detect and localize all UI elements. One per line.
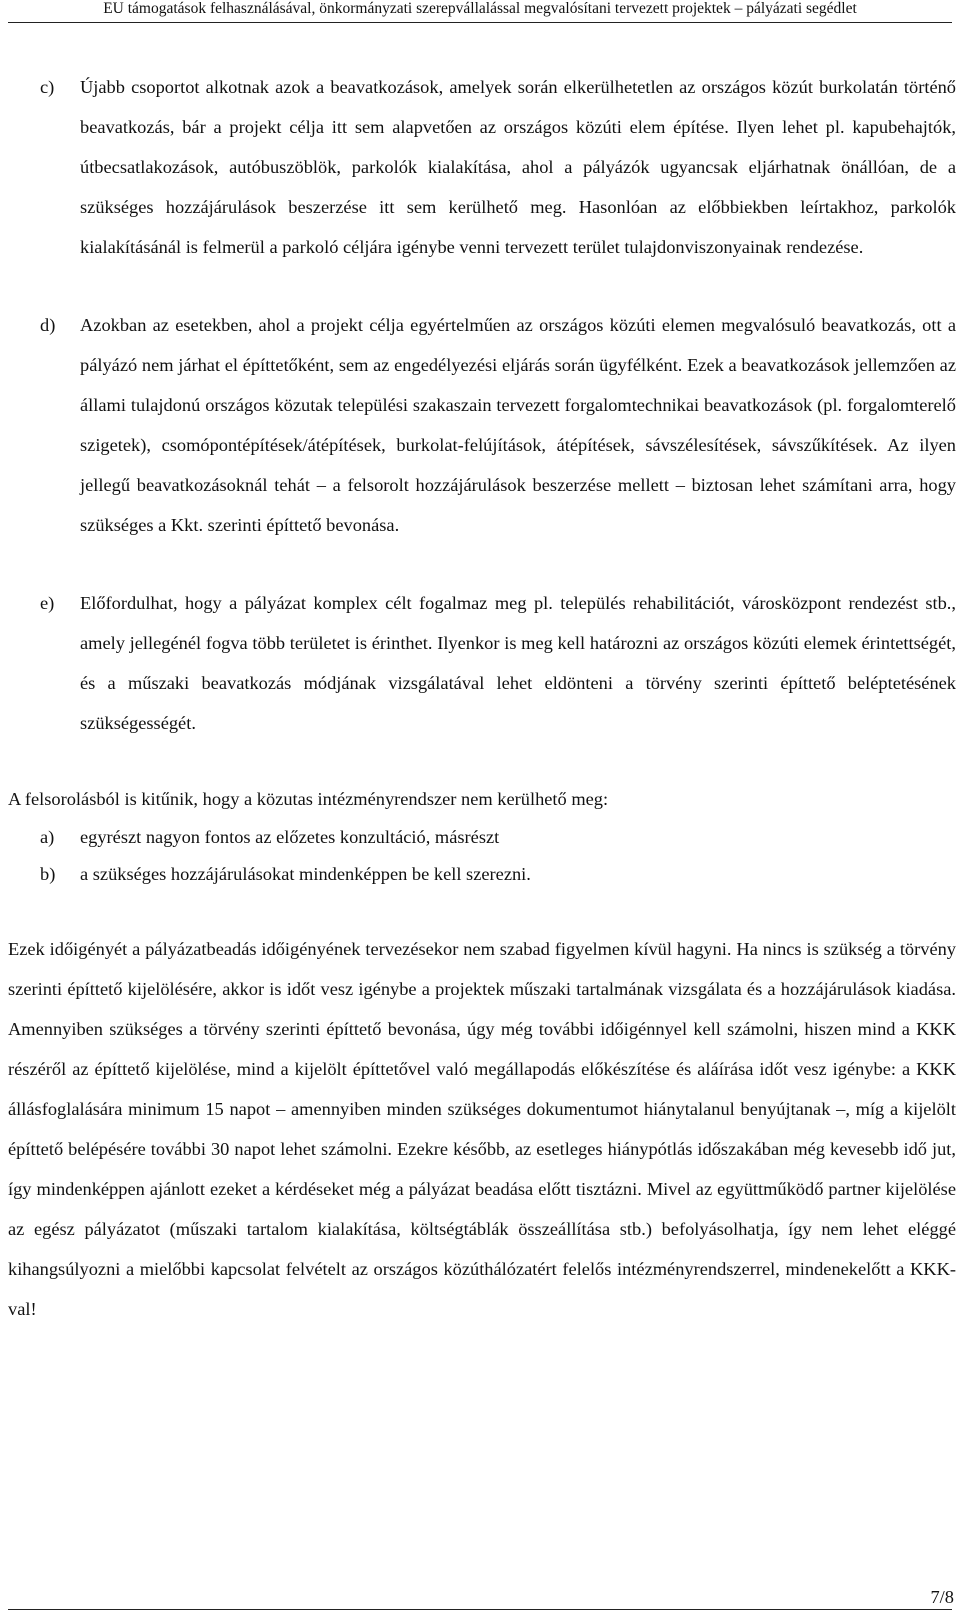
case-text: Azokban az esetekben, ahol a projekt célja egyértelműen az országos közúti elemen megvalósuló beavatkozás, ott a pályázó nem járhat el építtetőként, sem az engedélyezési eljárás során ügyfélként. Ezek a beavatkozások jellemzően az állami tulajdonú országos közutak települési szakaszain tervezett forgalomtechnikai beavatkozások (pl. forgalomterelő szigetek), csomópontépítések/átépítések, burkolat-felújítások, átépítések, sávszélesítések, sávszűkítések. Az ilyen jellegű beavatkozásoknál tehát – a felsorolt hozzájárulások beszerzése mellett – biztosan lehet számítani arra, hogy szükséges a Kkt. szerinti építtető bevonása. xyxy=(80,315,956,535)
page-header xyxy=(8,0,952,23)
case-item-c xyxy=(8,67,956,267)
header-title: EU támogatások felhasználásával, önkormányzati szerepvállalással megvalósítani tervezett projektek – pályázati segédlet xyxy=(103,0,857,17)
closing-paragraph: Ezek időigényét a pályázatbeadás időigényének tervezésekor nem szabad figyelmen kívül hagyni. Ha nincs is szükség a törvény szerinti építtető kijelölésére, akkor is időt vesz igénybe a projektek műszaki tartalmának vizsgálata és a hozzájárulások kiadása. Amennyiben szükséges a törvény szerinti építtető bevonása, úgy még további időigénnyel kell számolni, hiszen mind a KKK részéről az építtető kijelölése, mind a kijelölt építtetővel való megállapodás előkészítése és aláírása időt vesz igénybe: a KKK állásfoglalására minimum 15 napot – amennyiben minden szükséges dokumentumot hiánytalanul benyújtanak –, míg a kijelölt építtető belépésére további 30 napot lehet számolni. Ezekre később, az esetleges hiánypótlás időszakában még kevesebb idő jut, így mindenképpen ajánlott ezeket a kérdéseket még a pályázat beadása előtt tisztázni. Mivel az együttműködő partner kijelölése az egész pályázatot (műszaki tartalom kialakítása, költségtáblák összeállítása stb.) befolyásolhatja, így nem lehet eléggé kihangsúlyozni a mielőbbi kapcsolat felvételt az országos közúthálózatért felelős intézményrendszerrel, mindenekelőtt a KKK-val! xyxy=(8,939,956,1319)
document-body xyxy=(8,67,956,1329)
case-text: Előfordulhat, hogy a pályázat komplex célt fogalmaz meg pl. település rehabilitációt, városközpont rendezést stb., amely jellegénél fogva több területet is érinthet. Ilyenkor is meg kell határozni az országos közúti elemek érintettségét, és a műszaki beavatkozás módjának vizsgálatával lehet eldönteni a törvény szerinti építtető beléptetésének szükségességét. xyxy=(80,593,956,733)
summary-marker: b) xyxy=(40,864,56,884)
summary-item-a xyxy=(8,819,956,856)
case-item-e xyxy=(8,583,956,743)
case-text: Újabb csoportot alkotnak azok a beavatkozások, amelyek során elkerülhetetlen az országos közút burkolatán történő beavatkozás, bár a projekt célja itt sem alapvetően az országos közúti elem építése. Ilyen lehet pl. kapubehajtók, útbecsatlakozások, autóbuszöblök, parkolók kialakítása, ahol a pályázók ugyancsak eljárhatnak önállóan, de a szükséges hozzájárulások beszerzése itt sem kerülhető meg. Hasonlóan az előbbiekben leírtakhoz, parkolók kialakításánál is felmerül a parkoló céljára igénybe venni tervezett terület tulajdonviszonyainak rendezése. xyxy=(80,77,956,257)
summary-intro: A felsorolásból is kitűnik, hogy a közutas intézményrendszer nem kerülhető meg: xyxy=(8,789,609,809)
case-marker: c) xyxy=(40,77,55,97)
footer-divider xyxy=(8,1609,952,1610)
page-number: 7/8 xyxy=(930,1587,954,1607)
summary-text: a szükséges hozzájárulásokat mindenképpen be kell szerezni. xyxy=(80,864,531,884)
summary-item-b xyxy=(8,856,956,893)
case-item-d xyxy=(8,305,956,545)
case-marker: e) xyxy=(40,593,55,613)
case-marker: d) xyxy=(40,315,56,335)
summary-marker: a) xyxy=(40,827,55,847)
summary-text: egyrészt nagyon fontos az előzetes konzultáció, másrészt xyxy=(80,827,500,847)
